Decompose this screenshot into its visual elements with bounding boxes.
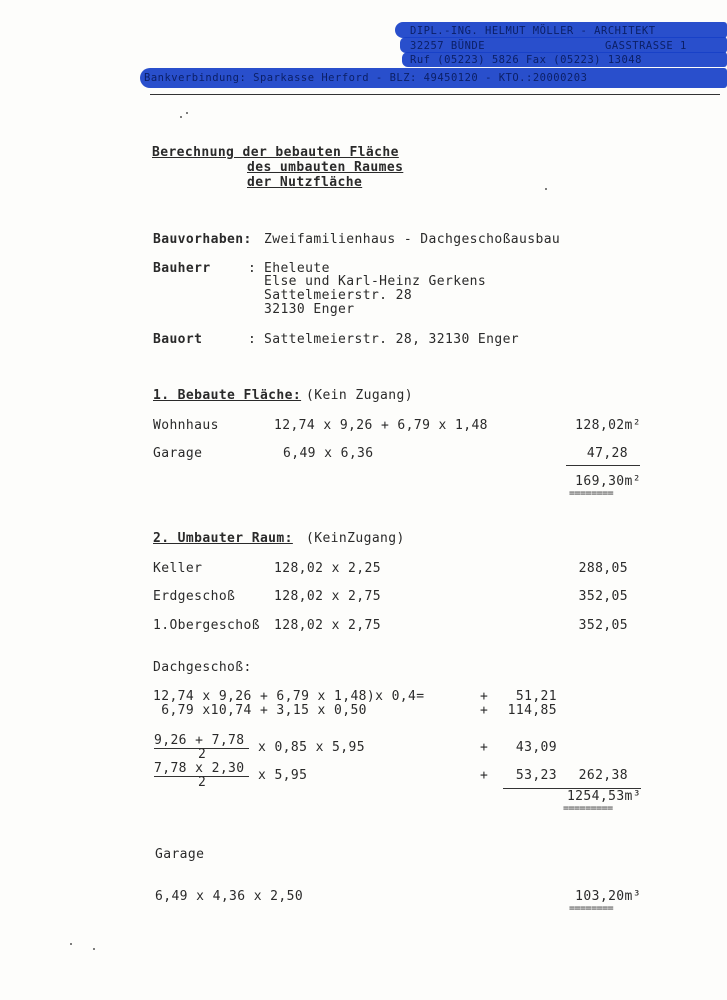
garage-value: 103,20m³ [575, 889, 641, 904]
plus-sign: + [480, 768, 489, 783]
letterhead-phone: Ruf (05223) 5826 Fax (05223) 13048 [410, 54, 642, 66]
fraction-rest: x 5,95 [258, 768, 308, 783]
fraction-value-2: 53,23 [515, 768, 557, 783]
double-rule: ======== [569, 903, 614, 914]
section1-heading: 1. Bebaute Fläche: [153, 388, 302, 403]
row-formula: 12,74 x 9,26 + 6,79 x 1,48 [274, 418, 488, 433]
section2-total: 1254,53m³ [566, 789, 641, 804]
plus-sign: + [480, 703, 489, 718]
section1-note: (Kein Zugang) [306, 388, 413, 403]
title-line-3: der Nutzfläche [247, 175, 363, 190]
letterhead-city: 32257 BÜNDE [410, 40, 486, 52]
letterhead-street: GASSTRASSE 1 [605, 40, 687, 52]
bauherr-colon: : [248, 261, 257, 276]
bauherr-line: Sattelmeierstr. 28 [264, 288, 413, 303]
bauort-value: Sattelmeierstr. 28, 32130 Enger [264, 332, 520, 347]
speck [545, 188, 547, 190]
sum-rule [566, 465, 640, 466]
dach-value-2: 114,85 [507, 703, 557, 718]
row-value: 128,02m² [575, 418, 641, 433]
section1-total: 169,30m² [575, 474, 641, 489]
fraction-denominator: 2 [198, 775, 207, 790]
row-value: 288,05 [578, 561, 628, 576]
letterhead-bank: Bankverbindung: Sparkasse Herford - BLZ: 49450120 - KTO.:20000203 [144, 72, 588, 84]
letterhead [140, 18, 727, 96]
fraction-denominator: 2 [198, 747, 207, 762]
fraction-numerator: 7,78 x 2,30 [154, 761, 245, 776]
bauherr-line: 32130 Enger [264, 302, 355, 317]
row-label: 1.Obergeschoß [153, 618, 260, 633]
row-label: Keller [153, 561, 203, 576]
title-line-1: Berechnung der bebauten Fläche [152, 145, 399, 160]
dach-formula-1: 12,74 x 9,26 + 6,79 x 1,48)x 0,4= [153, 689, 425, 704]
row-formula: 6,49 x 6,36 [283, 446, 374, 461]
section2-heading: 2. Umbauter Raum: [153, 531, 293, 546]
row-label: Garage [153, 446, 203, 461]
dach-value-1: 51,21 [515, 689, 557, 704]
fraction-rest: x 0,85 x 5,95 [258, 740, 365, 755]
dachgeschoss-label: Dachgeschoß: [153, 660, 252, 675]
garage-label: Garage [155, 847, 205, 862]
garage-formula: 6,49 x 4,36 x 2,50 [155, 889, 304, 904]
row-formula: 128,02 x 2,75 [274, 618, 381, 633]
bauherr-line: Eheleute [264, 261, 330, 276]
bauort-colon: : [248, 332, 257, 347]
title-line-2: des umbauten Raumes [247, 160, 404, 175]
dachgeschoss-sum: 262,38 [578, 768, 628, 783]
letterhead-rule [150, 94, 720, 95]
dach-formula-2: 6,79 x10,74 + 3,15 x 0,50 [153, 703, 367, 718]
row-label: Wohnhaus [153, 418, 219, 433]
fraction-numerator: 9,26 + 7,78 [154, 733, 245, 748]
speck [186, 112, 188, 114]
row-value: 352,05 [578, 589, 628, 604]
bauherr-label: Bauherr [153, 261, 211, 276]
double-rule: ========= [563, 803, 613, 814]
plus-sign: + [480, 689, 489, 704]
row-value: 352,05 [578, 618, 628, 633]
row-value: 47,28 [586, 446, 628, 461]
double-rule: ======== [569, 488, 614, 499]
bauvorhaben-label: Bauvorhaben: [153, 232, 252, 247]
fraction-value-1: 43,09 [515, 740, 557, 755]
speck [93, 948, 95, 950]
bauvorhaben-value: Zweifamilienhaus - Dachgeschoßausbau [264, 232, 561, 247]
row-label: Erdgeschoß [153, 589, 236, 604]
speck [70, 943, 72, 945]
letterhead-line-1: DIPL.-ING. HELMUT MÖLLER - ARCHITEKT [410, 25, 656, 37]
row-formula: 128,02 x 2,75 [274, 589, 381, 604]
speck [180, 116, 182, 118]
row-formula: 128,02 x 2,25 [274, 561, 381, 576]
section2-note: (KeinZugang) [306, 531, 405, 546]
plus-sign: + [480, 740, 489, 755]
bauort-label: Bauort [153, 332, 203, 347]
bauherr-line: Else und Karl-Heinz Gerkens [264, 274, 487, 289]
